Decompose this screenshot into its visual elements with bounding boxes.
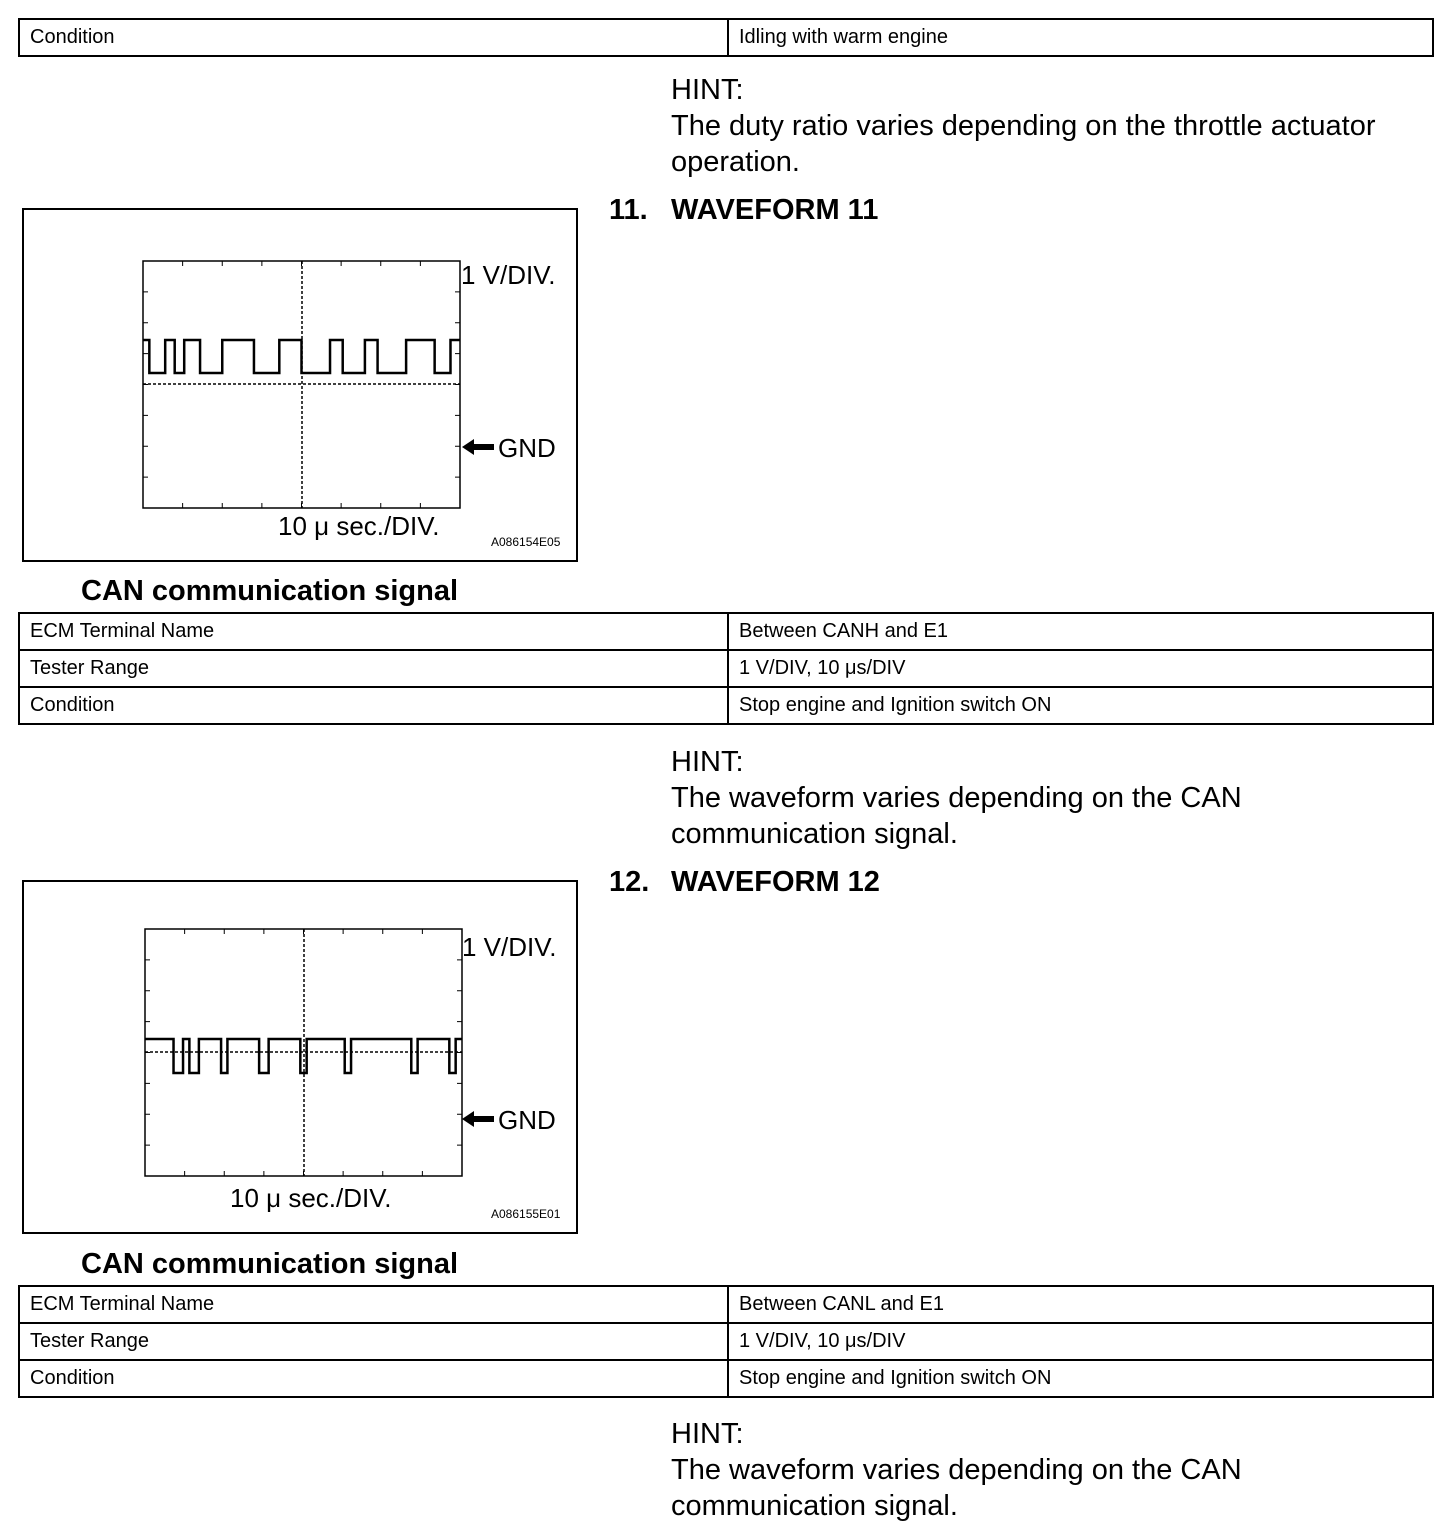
table-cell-value: 1 V/DIV, 10 μs/DIV	[728, 1323, 1433, 1360]
waveform-trace	[143, 340, 460, 373]
left-arrow-icon	[462, 1111, 494, 1127]
step-number: 11.	[609, 194, 648, 226]
hint-block-12	[671, 1416, 1441, 1524]
table-cell-label: ECM Terminal Name	[19, 1286, 728, 1323]
volt-div-label: 1 V/DIV.	[461, 260, 556, 290]
hint-text: The waveform varies depending on the CAN communication signal.	[671, 782, 1242, 850]
table-row	[19, 1360, 1433, 1397]
figure-code: A086154E05	[491, 535, 561, 549]
hint-title: HINT:	[671, 1418, 744, 1450]
left-arrow-icon	[462, 439, 494, 455]
step-title: WAVEFORM 12	[671, 866, 880, 898]
table-row	[19, 613, 1433, 650]
step-heading-12	[609, 866, 880, 899]
table-row	[19, 650, 1433, 687]
gnd-label: GND	[498, 1105, 556, 1135]
table-row	[19, 687, 1433, 724]
table-cell-value: 1 V/DIV, 10 μs/DIV	[728, 650, 1433, 687]
table-cell-value: Idling with warm engine	[728, 19, 1433, 56]
volt-div-label: 1 V/DIV.	[462, 932, 557, 962]
table-cell-label: Tester Range	[19, 650, 728, 687]
table-cell-value: Between CANH and E1	[728, 613, 1433, 650]
table-cell-label: Condition	[19, 19, 728, 56]
hint-text: The waveform varies depending on the CAN communication signal.	[671, 1454, 1242, 1522]
time-div-label: 10 μ sec./DIV.	[278, 511, 440, 541]
table-cell-value: Stop engine and Ignition switch ON	[728, 1360, 1433, 1397]
figure-caption: CAN communication signal	[81, 1248, 459, 1280]
waveform-figure-12	[22, 880, 578, 1234]
table-cell-value: Between CANL and E1	[728, 1286, 1433, 1323]
gnd-label: GND	[498, 433, 556, 463]
table-row	[19, 1286, 1433, 1323]
table-row	[19, 19, 1433, 56]
table-cell-label: Condition	[19, 1360, 728, 1397]
hint-title: HINT:	[671, 74, 744, 106]
hint-block-1	[671, 72, 1441, 180]
figure-caption: CAN communication signal	[81, 575, 459, 607]
condition-table-top	[18, 18, 1434, 57]
table-cell-value: Stop engine and Ignition switch ON	[728, 687, 1433, 724]
table-cell-label: Tester Range	[19, 1323, 728, 1360]
figure-code: A086155E01	[491, 1207, 561, 1221]
step-title: WAVEFORM 11	[671, 194, 879, 226]
time-div-label: 10 μ sec./DIV.	[230, 1183, 392, 1213]
waveform-figure-11	[22, 208, 578, 562]
hint-text: The duty ratio varies depending on the throttle actuator operation.	[671, 110, 1376, 178]
step-number: 12.	[609, 866, 650, 898]
table-row	[19, 1323, 1433, 1360]
hint-title: HINT:	[671, 746, 744, 778]
step-heading-11	[609, 194, 878, 227]
hint-block-11	[671, 744, 1441, 852]
spec-table-12	[18, 1285, 1434, 1398]
table-cell-label: ECM Terminal Name	[19, 613, 728, 650]
table-cell-label: Condition	[19, 687, 728, 724]
spec-table-11	[18, 612, 1434, 725]
